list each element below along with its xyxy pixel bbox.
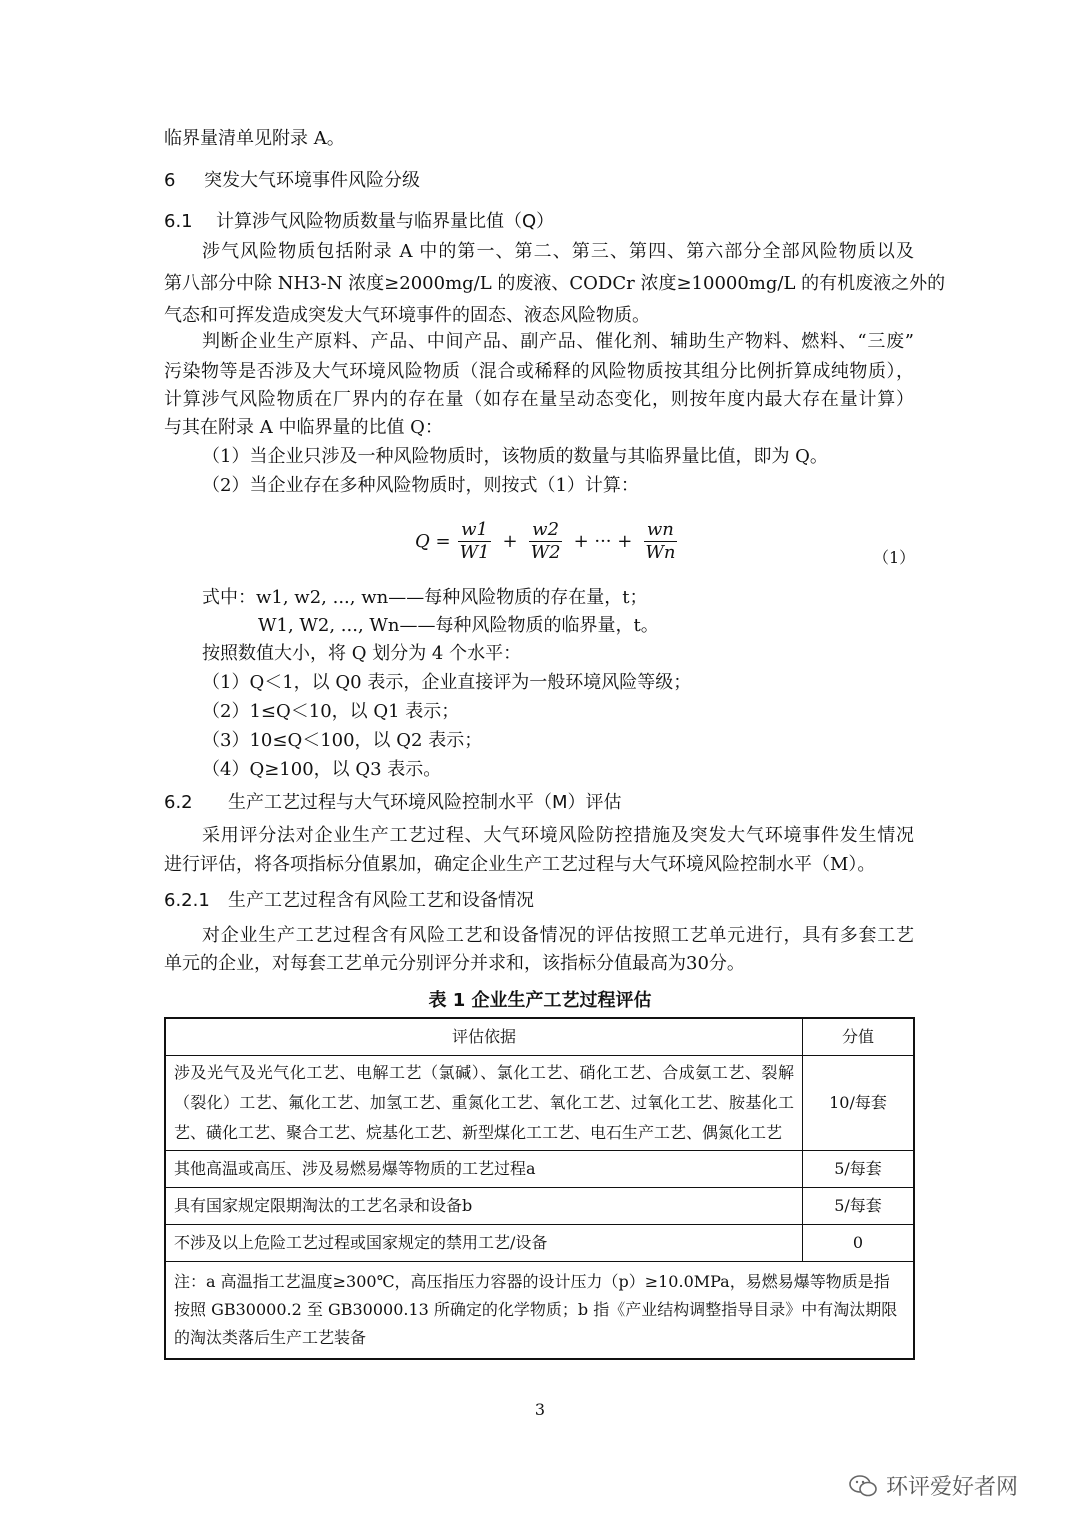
case-2: （2）当企业存在多种风险物质时，则按式（1）计算：: [202, 475, 639, 496]
header-basis: 评估依据: [165, 1018, 803, 1056]
section-6-2-1-heading: [164, 889, 534, 913]
plus-sign: +: [502, 530, 518, 552]
para2-line2: 污染物等是否涉及大气环境风险物质（混合或稀释的风险物质按其组分比例折算成纯物质），: [164, 361, 914, 382]
para1-line1: 涉气风险物质包括附录 A 中的第一、第二、第三、第四、第六部分全部风险物质以及: [202, 241, 914, 262]
formula-lhs: Q =: [415, 530, 451, 552]
row-score: 5/每套: [803, 1151, 915, 1188]
fraction-1: [457, 519, 493, 564]
page-number: 3: [534, 1400, 546, 1419]
where-line-2: W1, W2, ..., Wn——每种风险物质的临界量，t。: [258, 615, 659, 636]
fraction-denominator: W1: [459, 541, 490, 563]
para4-line1: 对企业生产工艺过程含有风险工艺和设备情况的评估按照工艺单元进行，具有多套工艺: [202, 925, 914, 946]
formula-ellipsis: + ··· +: [573, 530, 633, 552]
section-number: 6.2: [164, 792, 193, 813]
section-6-2-heading: [164, 791, 622, 815]
row-score: 0: [803, 1225, 915, 1262]
where-line-1: 式中：w1, w2, ..., wn——每种风险物质的存在量，t；: [202, 587, 648, 608]
para2-line1: 判断企业生产原料、产品、中间产品、副产品、催化剂、辅助生产物料、燃料、“三废”: [202, 331, 914, 352]
fraction-numerator: wn: [644, 519, 677, 542]
watermark: [848, 1470, 1018, 1501]
para2-line4: 与其在附录 A 中临界量的比值 Q：: [164, 417, 443, 438]
header-score: 分值: [803, 1018, 915, 1056]
section-title: 生产工艺过程含有风险工艺和设备情况: [228, 890, 534, 911]
table-header-row: [165, 1018, 914, 1056]
section-title: 突发大气环境事件风险分级: [204, 170, 420, 191]
table-row: [165, 1151, 914, 1188]
row-basis: 其他高温或高压、涉及易燃易爆等物质的工艺过程a: [165, 1151, 803, 1188]
para1-line3: 气态和可挥发造成突发大气环境事件的固态、液态风险物质。: [164, 305, 650, 326]
fraction-numerator: w2: [529, 519, 562, 542]
para4-line2: 单元的企业，对每套工艺单元分别评分并求和，该指标分值最高为30分。: [164, 953, 745, 974]
row-basis: 具有国家规定限期淘汰的工艺名录和设备b: [165, 1188, 803, 1225]
table-caption: 表 1 企业生产工艺过程评估: [428, 990, 652, 1011]
row-basis: 不涉及以上危险工艺过程或国家规定的禁用工艺/设备: [165, 1225, 803, 1262]
table-note: 注：a 高温指工艺温度≥300℃，高压指压力容器的设计压力（p）≥10.0MPa，易燃易爆等物质是指按照 GB30000.2 至 GB30000.13 所确定的化学物质；b 指《产业结构调整指导目录》中有淘汰期限的淘汰类落后生产工艺装备: [165, 1262, 914, 1360]
para3-line1: 采用评分法对企业生产工艺过程、大气环境风险防控措施及突发大气环境事件发生情况: [202, 825, 914, 846]
formula-q: [415, 516, 684, 566]
level-item: （4）Q≥100，以 Q3 表示。: [202, 759, 442, 780]
row-score: 5/每套: [803, 1188, 915, 1225]
row-score: 10/每套: [803, 1056, 915, 1151]
equation-number: （1）: [873, 548, 916, 567]
row-basis: 涉及光气及光气化工艺、电解工艺（氯碱）、氯化工艺、硝化工艺、合成氨工艺、裂解（裂化）工艺、氟化工艺、加氢工艺、重氮化工艺、氧化工艺、过氧化工艺、胺基化工艺、磺化工艺、聚合工艺、烷基化工艺、新型煤化工工艺、电石生产工艺、偶氮化工艺: [165, 1056, 803, 1151]
table-note-row: [165, 1262, 914, 1360]
wechat-icon: [848, 1473, 878, 1499]
section-6-heading: [164, 169, 420, 193]
table-row: [165, 1188, 914, 1225]
levels-intro: 按照数值大小，将 Q 划分为 4 个水平：: [202, 643, 522, 664]
fraction-2: [528, 519, 564, 564]
fraction-n: [642, 519, 678, 564]
watermark-text: 环评爱好者网: [886, 1475, 1019, 1500]
fraction-denominator: Wn: [645, 541, 676, 563]
section-number: 6: [164, 170, 176, 191]
para2-line3: 计算涉气风险物质在厂界内的存在量（如存在量呈动态变化，则按年度内最大存在量计算）: [164, 389, 914, 410]
section-title: 生产工艺过程与大气环境风险控制水平（M）评估: [228, 792, 622, 813]
level-item: （3）10≤Q＜100，以 Q2 表示；: [202, 730, 483, 751]
level-item: （2）1≤Q＜10，以 Q1 表示；: [202, 701, 460, 722]
case-1: （1）当企业只涉及一种风险物质时，该物质的数量与其临界量比值，即为 Q。: [202, 446, 828, 467]
process-evaluation-table: [164, 1017, 915, 1360]
table-row: [165, 1056, 914, 1151]
level-item: （1）Q＜1，以 Q0 表示，企业直接评为一般环境风险等级；: [202, 672, 692, 693]
section-title: 计算涉气风险物质数量与临界量比值（Q）: [216, 211, 555, 232]
intro-line: 临界量清单见附录 A。: [164, 128, 345, 149]
table-row: [165, 1225, 914, 1262]
fraction-denominator: W2: [530, 541, 561, 563]
para1-line2: 第八部分中除 NH3-N 浓度≥2000mg/L 的废液、CODCr 浓度≥10000mg/L 的有机废液之外的: [164, 273, 946, 294]
fraction-numerator: w1: [458, 519, 491, 542]
section-number: 6.2.1: [164, 890, 210, 911]
section-6-1-heading: [164, 210, 554, 234]
section-number: 6.1: [164, 211, 193, 232]
para3-line2: 进行评估，将各项指标分值累加，确定企业生产工艺过程与大气环境风险控制水平（M）。: [164, 854, 876, 875]
